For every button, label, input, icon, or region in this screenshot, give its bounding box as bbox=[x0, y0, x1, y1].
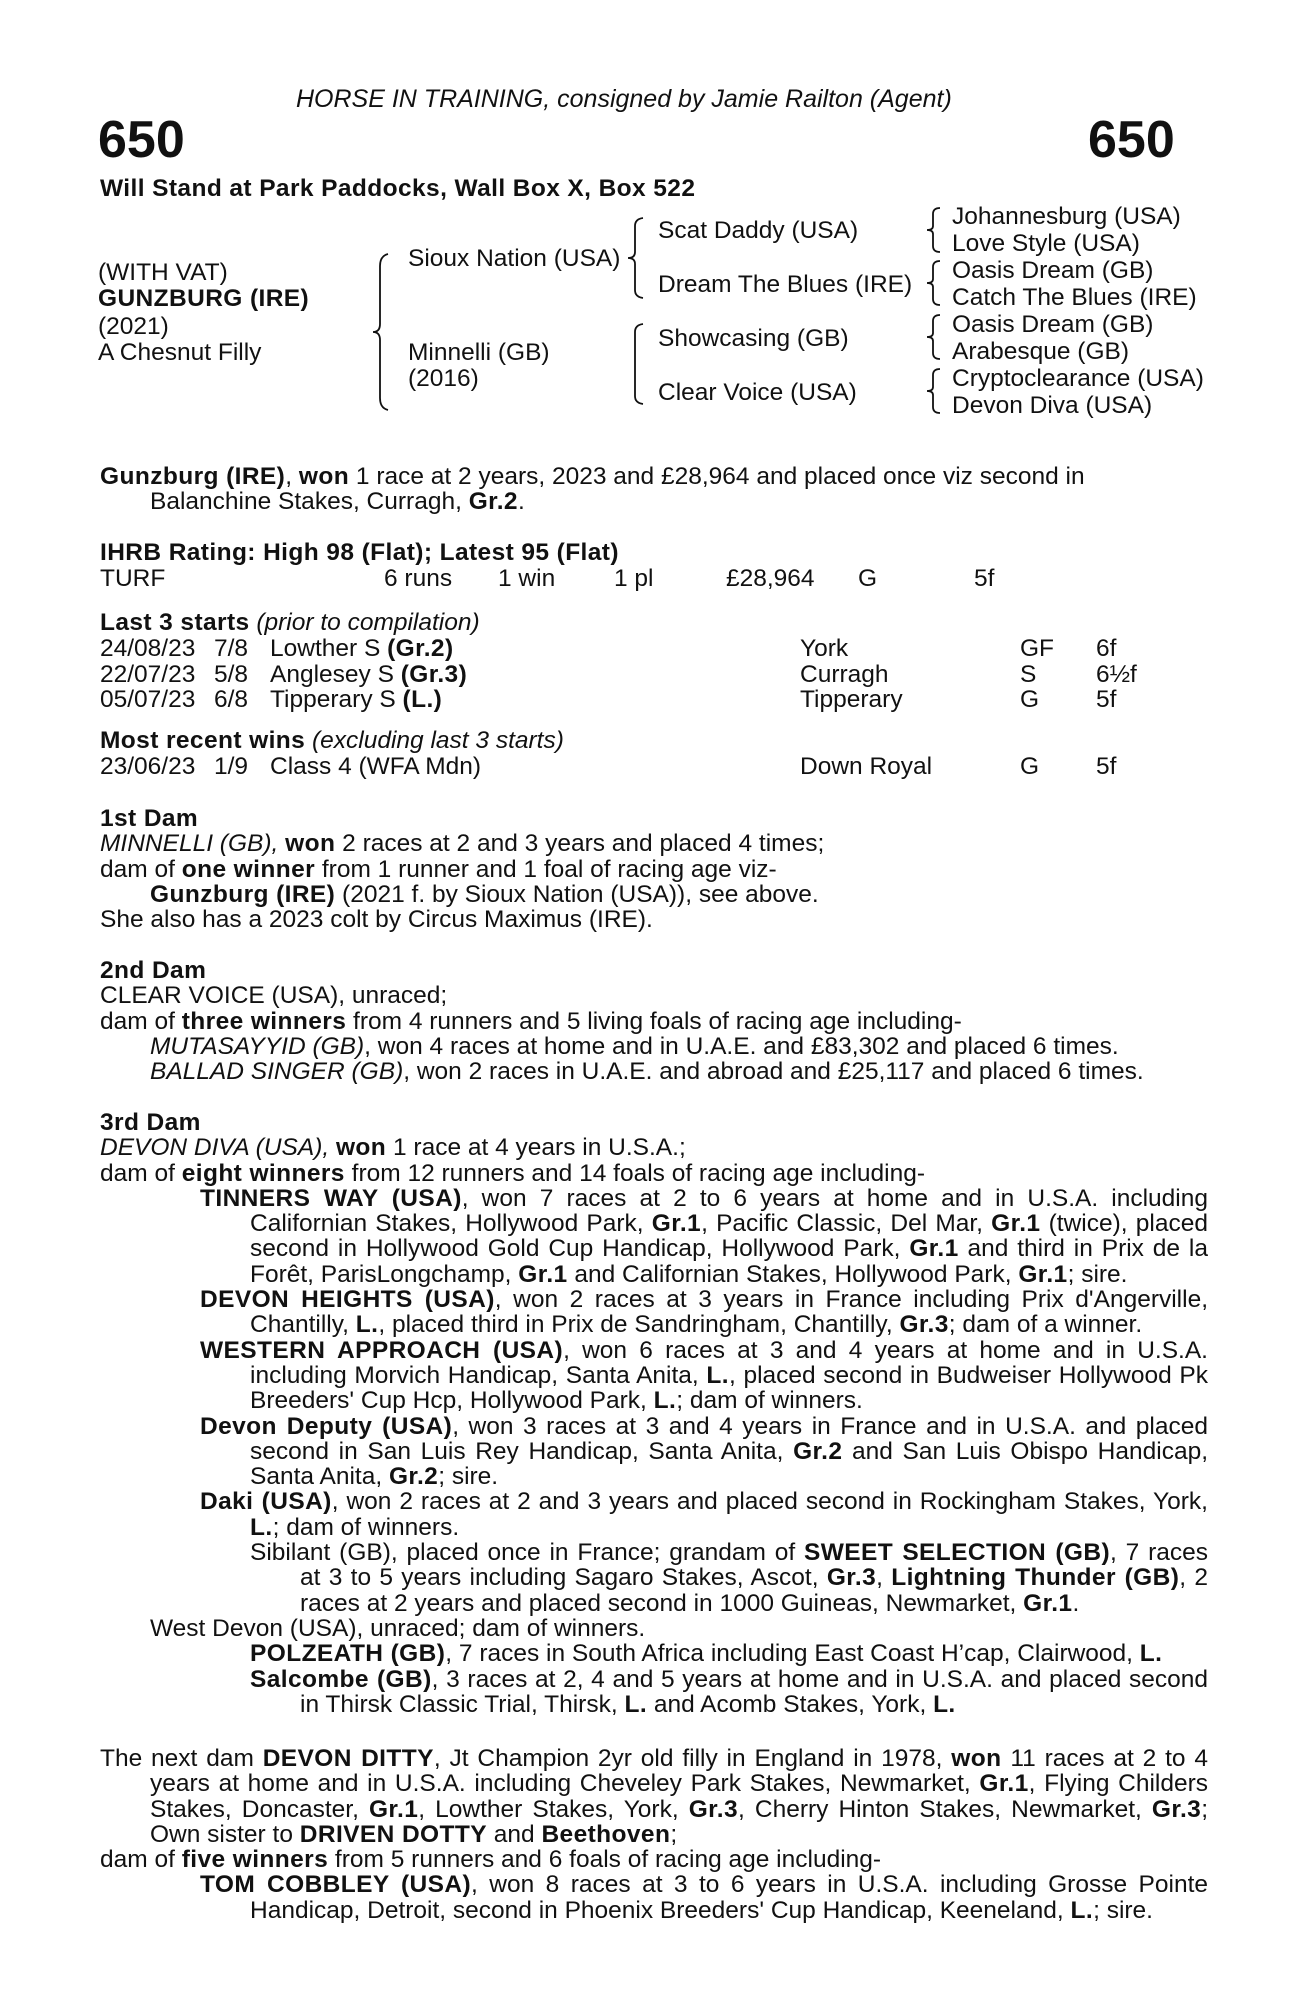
start-distance: 6½f bbox=[1096, 660, 1137, 688]
gen4-ancestor: Cryptoclearance (USA) bbox=[952, 365, 1204, 392]
win-course: Down Royal bbox=[800, 753, 933, 780]
start-course: Tipperary bbox=[800, 686, 903, 713]
table-row bbox=[100, 754, 1116, 780]
second-dam-section bbox=[100, 958, 1208, 1084]
brace-g4-4 bbox=[924, 367, 944, 415]
race-grade: (L.) bbox=[402, 686, 443, 713]
recent-wins-note: (excluding last 3 starts) bbox=[311, 727, 564, 754]
dam3-name: DEVON DIVA (USA), bbox=[100, 1134, 336, 1162]
dam1-record: 2 races at 2 and 3 years and placed 4 times; bbox=[335, 830, 825, 858]
start-distance: 6f bbox=[1096, 635, 1117, 662]
horse-description: A Chesnut Filly bbox=[98, 339, 262, 366]
grandson-salcombe: Salcombe (GB), 3 races at 2, 4 and 5 years at home and in U.S.A. and placed second in Thirsk Classic Trial, Thirsk, L. and Acomb Stakes, York, L. bbox=[250, 1665, 1208, 1718]
rating-runs: 6 runs bbox=[384, 565, 453, 592]
gen4-ancestor: Johannesburg (USA) bbox=[952, 203, 1181, 230]
start-date: 24/08/23 bbox=[100, 635, 196, 662]
table-row bbox=[100, 687, 1137, 713]
dam3-offspring-western-approach: WESTERN APPROACH (USA), won 6 races at 3 and 4 years at home and in U.S.A. including Morvich Handicap, Santa Anita, L., placed second in Budweiser Hollywood Pk Breeders' Cup Hcp, Hollywood Park, L.; dam of winners. bbox=[200, 1336, 1209, 1415]
start-date: 22/07/23 bbox=[100, 660, 196, 688]
grandson-polzeath: POLZEATH (GB), 7 races in South Africa including East Coast H’cap, Clairwood, L. bbox=[250, 1640, 1163, 1668]
start-race bbox=[270, 636, 800, 662]
last3-table bbox=[100, 636, 1137, 713]
start-position: 5/8 bbox=[214, 660, 249, 688]
start-course: York bbox=[800, 635, 849, 662]
sire-sire: Scat Daddy (USA) bbox=[658, 217, 859, 244]
summary-horse-name: Gunzburg (IRE) bbox=[100, 463, 286, 490]
lot-number-right: 650 bbox=[1088, 111, 1175, 169]
sire-name: Sioux Nation (USA) bbox=[408, 245, 621, 272]
dam2-offspring-1-info: , won 4 races at home and in U.A.E. and £83,302 and placed 6 times. bbox=[364, 1032, 1119, 1060]
dam-name: Minnelli (GB) bbox=[408, 339, 550, 366]
horse-year: (2021) bbox=[98, 313, 169, 340]
recent-wins-heading: Most recent wins bbox=[100, 727, 306, 754]
race-summary: Gunzburg (IRE), won 1 race at 2 years, 2023 and £28,964 and placed once viz second in Balanchine Stakes, Curragh, Gr.2. bbox=[100, 463, 1085, 516]
dam3-winners: eight winners bbox=[181, 1159, 345, 1187]
lot-number-left: 650 bbox=[98, 111, 185, 169]
dam3-produce-c: from 12 runners and 14 foals of racing age including- bbox=[344, 1159, 926, 1187]
summary-end: . bbox=[517, 488, 525, 516]
brace-g4-1 bbox=[924, 206, 944, 254]
brace-g4-2 bbox=[924, 259, 944, 307]
vat-note: (WITH VAT) bbox=[98, 259, 228, 286]
brace-sire bbox=[625, 216, 647, 300]
dam1-offspring-name: Gunzburg (IRE) bbox=[150, 880, 336, 908]
dam2-produce-a: dam of bbox=[100, 1007, 182, 1035]
start-course: Curragh bbox=[800, 660, 889, 688]
race-name: Lowther S bbox=[270, 635, 388, 662]
rating-distance: 5f bbox=[974, 565, 995, 592]
win-going: G bbox=[1020, 753, 1040, 780]
next-dam-offspring-tom-cobbley: TOM COBBLEY (USA), won 8 races at 3 to 6 years in U.S.A. including Grosse Pointe Handicap, Detroit, second in Phoenix Breeders' Cup Handicap, Keeneland, L.; sire. bbox=[200, 1871, 1208, 1924]
win-date: 23/06/23 bbox=[100, 753, 196, 780]
dam2-offspring-2-name: BALLAD SINGER (GB) bbox=[150, 1058, 404, 1086]
horse-name: GUNZBURG (IRE) bbox=[98, 285, 310, 312]
rating-placed: 1 pl bbox=[614, 565, 654, 592]
win-race: Class 4 (WFA Mdn) bbox=[270, 753, 482, 780]
start-position: 6/8 bbox=[214, 686, 249, 713]
dam3-produce-a: dam of bbox=[100, 1159, 182, 1187]
start-distance: 5f bbox=[1096, 686, 1117, 713]
last3-note: (prior to compilation) bbox=[256, 609, 480, 636]
dam3-offspring-tinners-way: TINNERS WAY (USA), won 7 races at 2 to 6 years at home and in U.S.A. including Californian Stakes, Hollywood Park, Gr.1, Pacific Classic, Del Mar, Gr.1 (twice), placed second in Hollywood Gold Cup Handicap, Hollywood Park, Gr.1 and third in Prix de la Forêt, ParisLongchamp, Gr.1 and Californian Stakes, Hollywood Park, Gr.1; sire. bbox=[200, 1184, 1209, 1288]
dam1-produce-a: dam of bbox=[100, 855, 182, 883]
gen4-ancestor: Love Style (USA) bbox=[952, 230, 1140, 257]
brace-dam bbox=[625, 322, 647, 406]
dam2-offspring-2-info: , won 2 races in U.A.E. and abroad and £25,117 and placed 6 times. bbox=[403, 1058, 1144, 1086]
start-going: G bbox=[1020, 686, 1040, 713]
start-race bbox=[270, 662, 800, 688]
dam-dam: Clear Voice (USA) bbox=[658, 379, 857, 406]
dam1-offspring-info: (2021 f. by Sioux Nation (USA)), see above. bbox=[335, 880, 819, 908]
first-dam-heading: 1st Dam bbox=[100, 805, 199, 832]
race-name: Anglesey S bbox=[270, 660, 401, 688]
dam1-also: She also has a 2023 colt by Circus Maximus (IRE). bbox=[100, 906, 653, 934]
rating-earnings: £28,964 bbox=[726, 565, 815, 592]
dam3-offspring-devon-deputy: Devon Deputy (USA), won 3 races at 3 and 4 years in France and in U.S.A. and placed second in San Luis Rey Handicap, Santa Anita, Gr.2 and San Luis Obispo Handicap, Santa Anita, Gr.2; sire. bbox=[200, 1412, 1209, 1491]
rating-surface: TURF bbox=[100, 565, 166, 592]
next-dam-section bbox=[100, 1746, 1208, 1923]
table-row bbox=[100, 636, 1137, 662]
start-position: 7/8 bbox=[214, 635, 249, 662]
rating-wins: 1 win bbox=[498, 565, 556, 592]
brace-gen1 bbox=[370, 252, 392, 412]
next-dam-record: The next dam DEVON DITTY, Jt Champion 2yr old filly in England in 1978, won 11 races at 2 to 4 years at home and in U.S.A. including Cheveley Park Stakes, Newmarket, Gr.1, Flying Childers Stakes, Doncaster, Gr.1, Lowther Stakes, York, Gr.3, Cherry Hinton Stakes, Newmarket, Gr.3; Own sister to DRIVEN DOTTY and Beethoven; bbox=[100, 1745, 1209, 1848]
dam1-name: MINNELLI (GB), bbox=[100, 830, 286, 858]
last3-heading: Last 3 starts bbox=[100, 609, 250, 636]
rating-heading: IHRB Rating: High 98 (Flat); Latest 95 (Flat) bbox=[100, 539, 619, 566]
win-distance: 5f bbox=[1096, 753, 1117, 780]
next-dam-produce: dam of five winners from 5 runners and 6 foals of racing age including- bbox=[100, 1846, 882, 1874]
table-row bbox=[100, 662, 1137, 688]
rating-going: G bbox=[858, 565, 878, 592]
summary-won: won bbox=[298, 463, 350, 490]
consignment-line: HORSE IN TRAINING, consigned by Jamie Railton (Agent) bbox=[296, 85, 952, 113]
race-grade: (Gr.3) bbox=[400, 660, 468, 688]
stand-location: Will Stand at Park Paddocks, Wall Box X, Box 522 bbox=[100, 175, 696, 202]
win-position: 1/9 bbox=[214, 753, 249, 780]
brace-g4-3 bbox=[924, 313, 944, 361]
start-going: S bbox=[1020, 660, 1037, 688]
dam1-won: won bbox=[285, 830, 336, 858]
dam2-name: CLEAR VOICE (USA), unraced; bbox=[100, 982, 448, 1010]
dam3-offspring-sibilant: Sibilant (GB), placed once in France; grandam of SWEET SELECTION (GB), 7 races at 3 to 5 years including Sagaro Stakes, Ascot, Gr.3, Lightning Thunder (GB), 2 races at 2 years and placed second in 1000 Guineas, Newmarket, Gr.1. bbox=[250, 1539, 1208, 1617]
dam2-produce-c: from 4 runners and 5 living foals of racing age including- bbox=[346, 1007, 962, 1035]
dam-sire: Showcasing (GB) bbox=[658, 325, 849, 352]
gen4-ancestor: Catch The Blues (IRE) bbox=[952, 284, 1197, 311]
dam3-offspring-west-devon: West Devon (USA), unraced; dam of winners. bbox=[150, 1614, 646, 1642]
summary-text: 1 race at 2 years, 2023 and £28,964 and placed once viz second in Balanchine Stakes, Curragh, bbox=[150, 463, 1085, 516]
dam1-winners: one winner bbox=[181, 855, 316, 883]
dam3-won: won bbox=[335, 1134, 387, 1162]
start-going: GF bbox=[1020, 635, 1055, 662]
dam3-offspring-daki: Daki (USA), won 2 races at 2 and 3 years and placed second in Rockingham Stakes, York, L.; dam of winners. bbox=[200, 1488, 1208, 1541]
dam3-record: 1 race at 4 years in U.S.A.; bbox=[386, 1134, 686, 1162]
dam3-offspring-devon-heights: DEVON HEIGHTS (USA), won 2 races at 3 years in France including Prix d'Angerville, Chantilly, L., placed third in Prix de Sandringham, Chantilly, Gr.3; dam of a winner. bbox=[200, 1286, 1208, 1339]
gen4-ancestor: Devon Diva (USA) bbox=[952, 392, 1153, 419]
race-grade: (Gr.2) bbox=[387, 635, 454, 662]
start-race bbox=[270, 687, 800, 713]
race-name: Tipperary S bbox=[270, 686, 403, 713]
start-date: 05/07/23 bbox=[100, 686, 196, 713]
dam2-offspring-1-name: MUTASAYYID (GB) bbox=[150, 1032, 365, 1060]
dam-year: (2016) bbox=[408, 365, 479, 392]
recent-wins-table bbox=[100, 754, 1116, 780]
gen4-ancestor: Oasis Dream (GB) bbox=[952, 311, 1154, 338]
third-dam-heading: 3rd Dam bbox=[100, 1109, 201, 1136]
gen4-ancestor: Arabesque (GB) bbox=[952, 338, 1130, 365]
third-dam-section bbox=[100, 1110, 1208, 1717]
gen4-ancestor: Oasis Dream (GB) bbox=[952, 257, 1154, 284]
dam2-winners: three winners bbox=[181, 1007, 347, 1035]
first-dam-section bbox=[100, 806, 1208, 932]
dam1-produce-c: from 1 runner and 1 foal of racing age viz- bbox=[315, 855, 777, 883]
second-dam-heading: 2nd Dam bbox=[100, 957, 207, 984]
recent-wins-heading-line bbox=[100, 728, 564, 754]
last3-heading-line bbox=[100, 610, 480, 636]
sire-dam: Dream The Blues (IRE) bbox=[658, 271, 913, 298]
summary-grade: Gr.2 bbox=[468, 488, 518, 516]
